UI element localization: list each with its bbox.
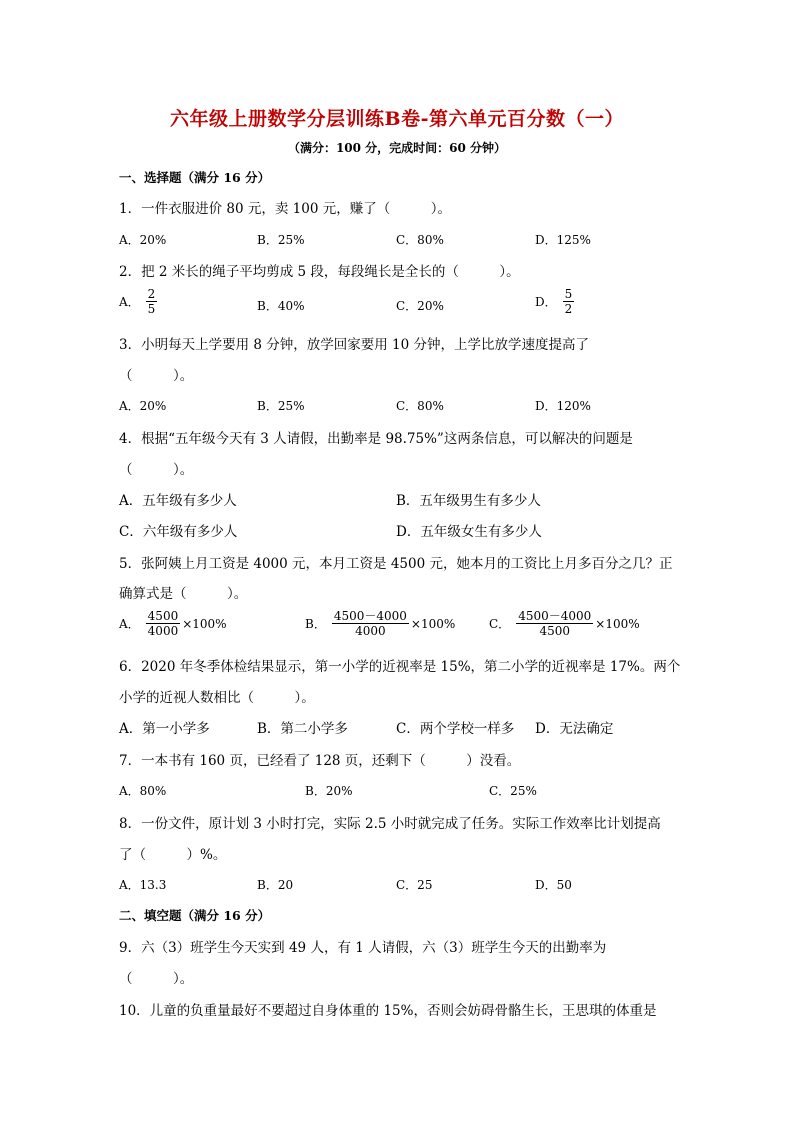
q6-option-d[interactable]: D．无法确定 [535,721,614,737]
fraction-numerator: 2 [147,287,156,301]
q4-option-a[interactable]: A．五年级有多少人 [119,493,237,509]
q5-option-c[interactable] [489,609,640,638]
q8-option-b[interactable]: B．20 [257,878,294,892]
q8-option-a[interactable]: A．13.3 [119,878,167,892]
question-3-stem-line1: 3．小明每天上学要用 8 分钟，放学回家要用 10 分钟，上学比放学速度提高了 [119,337,590,353]
q6-option-a[interactable]: A．第一小学多 [119,721,210,737]
q2-option-a[interactable] [119,287,157,316]
section-heading-fill-blank: 二、填空题（满分 16 分） [119,908,271,923]
q5-option-c-fraction [516,609,593,638]
q5-option-a-label: A． [119,617,140,631]
q8-option-c[interactable]: C．25 [396,878,433,892]
fraction-denominator: 4000 [147,624,179,638]
question-9-stem-line2: （ ）。 [119,971,194,987]
q2-option-d-label: D． [535,295,557,309]
fraction-denominator: 4500 [539,624,570,638]
q2-option-a-fraction [146,287,158,316]
q2-option-c[interactable]: C．20% [396,299,444,313]
q5-option-a-fraction [146,609,181,638]
page-title: 六年级上册数学分层训练B卷-第六单元百分数（一） [170,108,624,130]
question-4-stem-line2: （ ）。 [119,462,194,478]
question-8-stem-line1: 8．一份文件，原计划 3 小时打完，实际 2.5 小时就完成了任务。实际工作效率比计划提高 [119,816,661,832]
fraction-numerator: 4500－4000 [518,609,592,623]
section-heading-choice: 一、选择题（满分 16 分） [119,170,271,185]
fraction-denominator: 5 [147,302,156,316]
question-4-stem-line1: 4．根据“五年级今天有 3 人请假，出勤率是 98.75%”这两条信息，可以解决的问题是 [119,431,633,447]
question-10-stem-line1: 10．儿童的负重量最好不要超过自身体重的 15%，否则会妨碍骨骼生长，王思琪的体重是 [119,1003,657,1019]
question-9-stem-line1: 9．六（3）班学生今天实到 49 人，有 1 人请假，六（3）班学生今天的出勤率为 [119,940,607,956]
question-2-stem: 2．把 2 米长的绳子平均剪成 5 段，每段绳长是全长的（ ）。 [119,264,520,280]
q6-option-b[interactable]: B．第二小学多 [257,721,348,737]
q5-option-a[interactable] [119,609,227,638]
q4-option-d[interactable]: D．五年级女生有多少人 [396,524,542,540]
q6-option-c[interactable]: C．两个学校一样多 [396,721,515,737]
q5-option-b[interactable] [305,609,455,638]
q3-option-a[interactable]: A．20% [119,399,167,413]
question-3-stem-line2: （ ）。 [119,368,194,384]
q1-option-a[interactable]: A．20% [119,233,167,247]
q2-option-b[interactable]: B．40% [257,299,305,313]
q7-option-a[interactable]: A．80% [119,784,167,798]
q2-option-d[interactable] [535,287,574,316]
fraction-denominator: 4000 [355,624,386,638]
question-1-stem: 1．一件衣服进价 80 元，卖 100 元，赚了（ ）。 [119,201,451,217]
q4-option-b[interactable]: B．五年级男生有多少人 [396,493,541,509]
fraction-numerator: 5 [564,287,573,301]
q2-option-d-fraction [563,287,575,316]
q5-option-b-multiplier: ×100% [410,616,456,631]
q5-option-c-label: C． [489,617,511,631]
page-subtitle: （满分：100 分，完成时间：60 分钟） [287,141,507,155]
q1-option-d[interactable]: D．125% [535,233,591,247]
q3-option-d[interactable]: D．120% [535,399,591,413]
question-8-stem-line2: 了（ ）%。 [119,847,227,863]
question-5-stem-line1: 5．张阿姨上月工资是 4000 元，本月工资是 4500 元，她本月的工资比上月多百分之几？正 [119,556,673,572]
q4-option-c[interactable]: C．六年级有多少人 [119,524,238,540]
fraction-numerator: 4500－4000 [333,609,407,623]
fraction-numerator: 4500 [147,609,179,623]
q5-option-b-label: B． [305,617,326,631]
question-5-stem-line2: 确算式是（ ）。 [119,586,248,602]
q5-option-c-multiplier: ×100% [595,616,640,631]
q3-option-b[interactable]: B．25% [257,399,305,413]
question-6-stem-line1: 6．2020 年冬季体检结果显示，第一小学的近视率是 15%，第二小学的近视率是 17%。两个 [119,659,681,675]
q1-option-b[interactable]: B．25% [257,233,305,247]
q5-option-a-multiplier: ×100% [182,616,227,631]
question-7-stem: 7．一本书有 160 页，已经看了 128 页，还剩下（ ）没看。 [119,753,521,769]
q2-option-a-label: A． [119,295,140,309]
q8-option-d[interactable]: D．50 [535,878,572,892]
q5-option-b-fraction [332,609,409,638]
q7-option-c[interactable]: C．25% [489,784,537,798]
fraction-denominator: 2 [564,302,573,316]
q3-option-c[interactable]: C．80% [396,399,444,413]
question-6-stem-line2: 小学的近视人数相比（ ）。 [119,690,315,706]
q7-option-b[interactable]: B．20% [305,784,353,798]
q1-option-c[interactable]: C．80% [396,233,444,247]
